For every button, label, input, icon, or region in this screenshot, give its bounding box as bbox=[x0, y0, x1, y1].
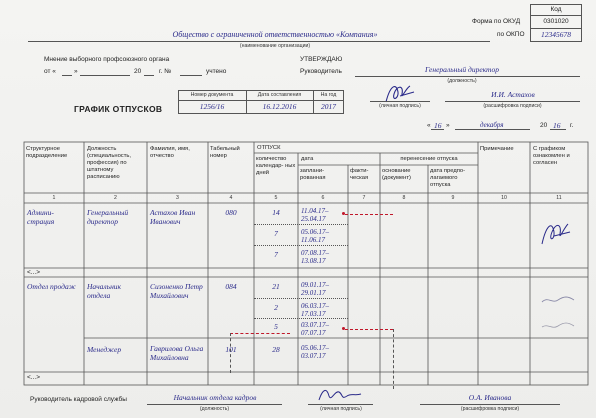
header-basis: основание (документ) bbox=[382, 168, 411, 181]
doc-number: 1256/16 bbox=[199, 102, 225, 111]
ellipsis-row: <...> bbox=[27, 269, 41, 276]
marker-line bbox=[345, 214, 393, 215]
col-number-4: 4 bbox=[229, 195, 233, 201]
union-opinion-label: Мнение выборного профсоюзного органа bbox=[44, 56, 170, 63]
row-planned: 09.01.17– 29.01.17 bbox=[301, 281, 329, 297]
row-days: 7 bbox=[274, 250, 278, 259]
header-position: Должность (специальность, профессия) по штатному расписанию bbox=[87, 146, 131, 180]
approve-label: УТВЕРЖДАЮ bbox=[300, 56, 343, 63]
head-name-caption: (расшифровка подписи) bbox=[483, 103, 542, 109]
row-planned: 07.08.17– 13.08.17 bbox=[301, 249, 329, 265]
hr-position-caption: (должность) bbox=[199, 406, 230, 412]
union-year-label: 20 bbox=[134, 68, 142, 75]
col-number-11: 11 bbox=[556, 195, 562, 201]
row-name: Астахов Иван Иванович bbox=[150, 208, 196, 226]
row-name: Сизоненко Петр Михайлович bbox=[150, 282, 203, 300]
head-position-caption: (должность) bbox=[447, 78, 477, 84]
col-number-7: 7 bbox=[362, 195, 366, 201]
col-number-8: 8 bbox=[402, 195, 406, 201]
code-label: Код bbox=[550, 6, 562, 13]
header-note: Примечание bbox=[480, 146, 514, 152]
marker-line bbox=[345, 329, 393, 330]
hr-name: О.А. Иванова bbox=[468, 393, 512, 402]
head-signature-caption: (личная подпись) bbox=[379, 103, 421, 109]
col-number-9: 9 bbox=[451, 195, 455, 201]
hr-head-label: Руководитель кадровой службы bbox=[30, 396, 127, 403]
row-planned: 06.03.17– 17.03.17 bbox=[301, 302, 329, 318]
okpo-label: по ОКПО bbox=[497, 31, 525, 38]
doc-year: 2017 bbox=[321, 102, 336, 111]
head-label: Руководитель bbox=[300, 68, 342, 75]
row-planned: 05.06.17– 11.06.17 bbox=[301, 228, 329, 244]
col-number-10: 10 bbox=[501, 195, 507, 201]
marker-line bbox=[230, 333, 290, 334]
header-vacation: ОТПУСК bbox=[257, 145, 281, 151]
row-days: 21 bbox=[272, 282, 280, 291]
doc-date: 16.12.2016 bbox=[262, 102, 297, 111]
employee-signature bbox=[538, 318, 578, 334]
row-position: Генеральный директор bbox=[87, 208, 129, 226]
hr-signature bbox=[315, 384, 365, 406]
okud-value: 0301020 bbox=[543, 18, 569, 25]
org-caption: (наименование организации) bbox=[239, 43, 311, 49]
employee-signature bbox=[536, 214, 576, 250]
doc-date-header: Дата составления bbox=[257, 92, 302, 98]
header-tab-number: Табельный номер bbox=[210, 146, 240, 159]
header-date: дата bbox=[301, 156, 314, 162]
col-number-1: 1 bbox=[52, 195, 56, 201]
row-planned: 03.07.17– 07.07.17 bbox=[301, 321, 329, 337]
union-considered: учтено bbox=[206, 68, 227, 75]
row-planned: 11.04.17– 25.04.17 bbox=[301, 207, 329, 223]
row-days: 14 bbox=[272, 208, 280, 217]
header-expected-date: дата предпо- лагаемого отпуска bbox=[430, 168, 466, 188]
header-actual: факти- ческая bbox=[350, 168, 369, 181]
org-name: Общество с ограниченной ответственностью «Компания» bbox=[172, 30, 378, 39]
hr-position: Начальник отдела кадров bbox=[173, 393, 257, 402]
doc-number-header: Номер документа bbox=[190, 92, 234, 98]
marker-line bbox=[393, 329, 394, 389]
row-days: 7 bbox=[274, 229, 278, 238]
document-title: ГРАФИК ОТПУСКОВ bbox=[74, 104, 163, 114]
row-name: Гаврилова Ольга Михайловна bbox=[150, 344, 204, 362]
row-dept: Админи- страция bbox=[27, 208, 55, 226]
approve-day: 16 bbox=[434, 121, 442, 130]
row-tab: 080 bbox=[225, 208, 237, 217]
header-postponement: перенесение отпуска bbox=[400, 156, 458, 162]
hr-name-caption: (расшифровка подписи) bbox=[460, 406, 520, 412]
row-position: Менеджер bbox=[87, 345, 122, 354]
vacation-schedule-form: Код Форма по ОКУД 0301020 по ОКПО 12345678 Общество с ограниченной ответственностью «Компания» (наименование организации) Мнение выборного профсоюзного органа от « » 20 г. № учтено УТВЕРЖДАЮ Руководитель Генеральный директор (должность) (личная подпись) И.И. Астахов (расшифровка подписи) « 16 » декабря 20 16 г. ГРАФИК ОТПУСКОВ Номер документа Дата составления На год 1256/16 16.12.2016 2017 Структурное подразделение Должность (специальность, профессия) по штатному расписанию Фамилия, имя, отчество Табельный номер ОТПУСК количество календар- ных дней дата заплани- рованная факти- ческая перенесение отпуска основание (документ) дата предпо- лагаемого отпуска Примечание С графиком ознакомлен и согласен 1 2 3 4 5 6 7 8 9 10 11 Админи- страция Генеральный директор Астахов Иван Иванович 080 14 11.04.17– 25.04.17 7 05.06.17– 11.06.17 7 07.08.17– 13.08.17 <...> Отдел продаж Начальник отдела Сизоненко Петр Михайлович 084 21 09.01.17– 29.01.17 2 06.03.17– 17.03.17 5 03.07.17– 07.07.17 Менеджер Гаврилова Ольга Михайловна 101 28 05.06.17– 03.07.17 <...> Руководитель кадровой службы Начальник отдела кадров (должность) (личная подпись) О.А. Иванова (расшифровка подписи) bbox=[0, 0, 596, 418]
okpo-value: 12345678 bbox=[541, 30, 571, 39]
approve-year: 16 bbox=[553, 121, 561, 130]
employee-signature bbox=[538, 290, 578, 310]
header-acknowledged: С графиком ознакомлен и согласен bbox=[533, 146, 570, 166]
row-days: 2 bbox=[274, 303, 278, 312]
col-number-6: 6 bbox=[321, 195, 325, 201]
col-number-2: 2 bbox=[114, 195, 117, 201]
head-name: И.И. Астахов bbox=[491, 90, 535, 99]
hr-signature-caption: (личная подпись) bbox=[320, 406, 362, 412]
col-number-3: 3 bbox=[176, 195, 179, 201]
okud-label: Форма по ОКУД bbox=[472, 18, 521, 25]
approve-month: декабря bbox=[480, 121, 504, 129]
header-department: Структурное подразделение bbox=[26, 146, 68, 159]
row-days: 28 bbox=[272, 345, 280, 354]
col-number-5: 5 bbox=[274, 195, 278, 201]
head-position: Генеральный директор bbox=[425, 65, 499, 74]
row-tab: 084 bbox=[225, 282, 237, 291]
row-dept: Отдел продаж bbox=[27, 282, 76, 291]
row-tab: 101 bbox=[225, 345, 237, 354]
ellipsis-row: <...> bbox=[27, 374, 41, 381]
row-planned: 05.06.17– 03.07.17 bbox=[301, 344, 329, 360]
doc-year-header: На год bbox=[320, 92, 337, 98]
header-planned: заплани- рованная bbox=[300, 168, 326, 181]
row-days: 5 bbox=[274, 322, 278, 331]
header-days: количество календар- ных дней bbox=[256, 156, 296, 176]
union-from-label: от « bbox=[44, 68, 56, 75]
row-position: Начальник отдела bbox=[87, 282, 122, 300]
union-number-label: г. № bbox=[159, 68, 172, 75]
header-full-name: Фамилия, имя, отчество bbox=[150, 146, 190, 159]
